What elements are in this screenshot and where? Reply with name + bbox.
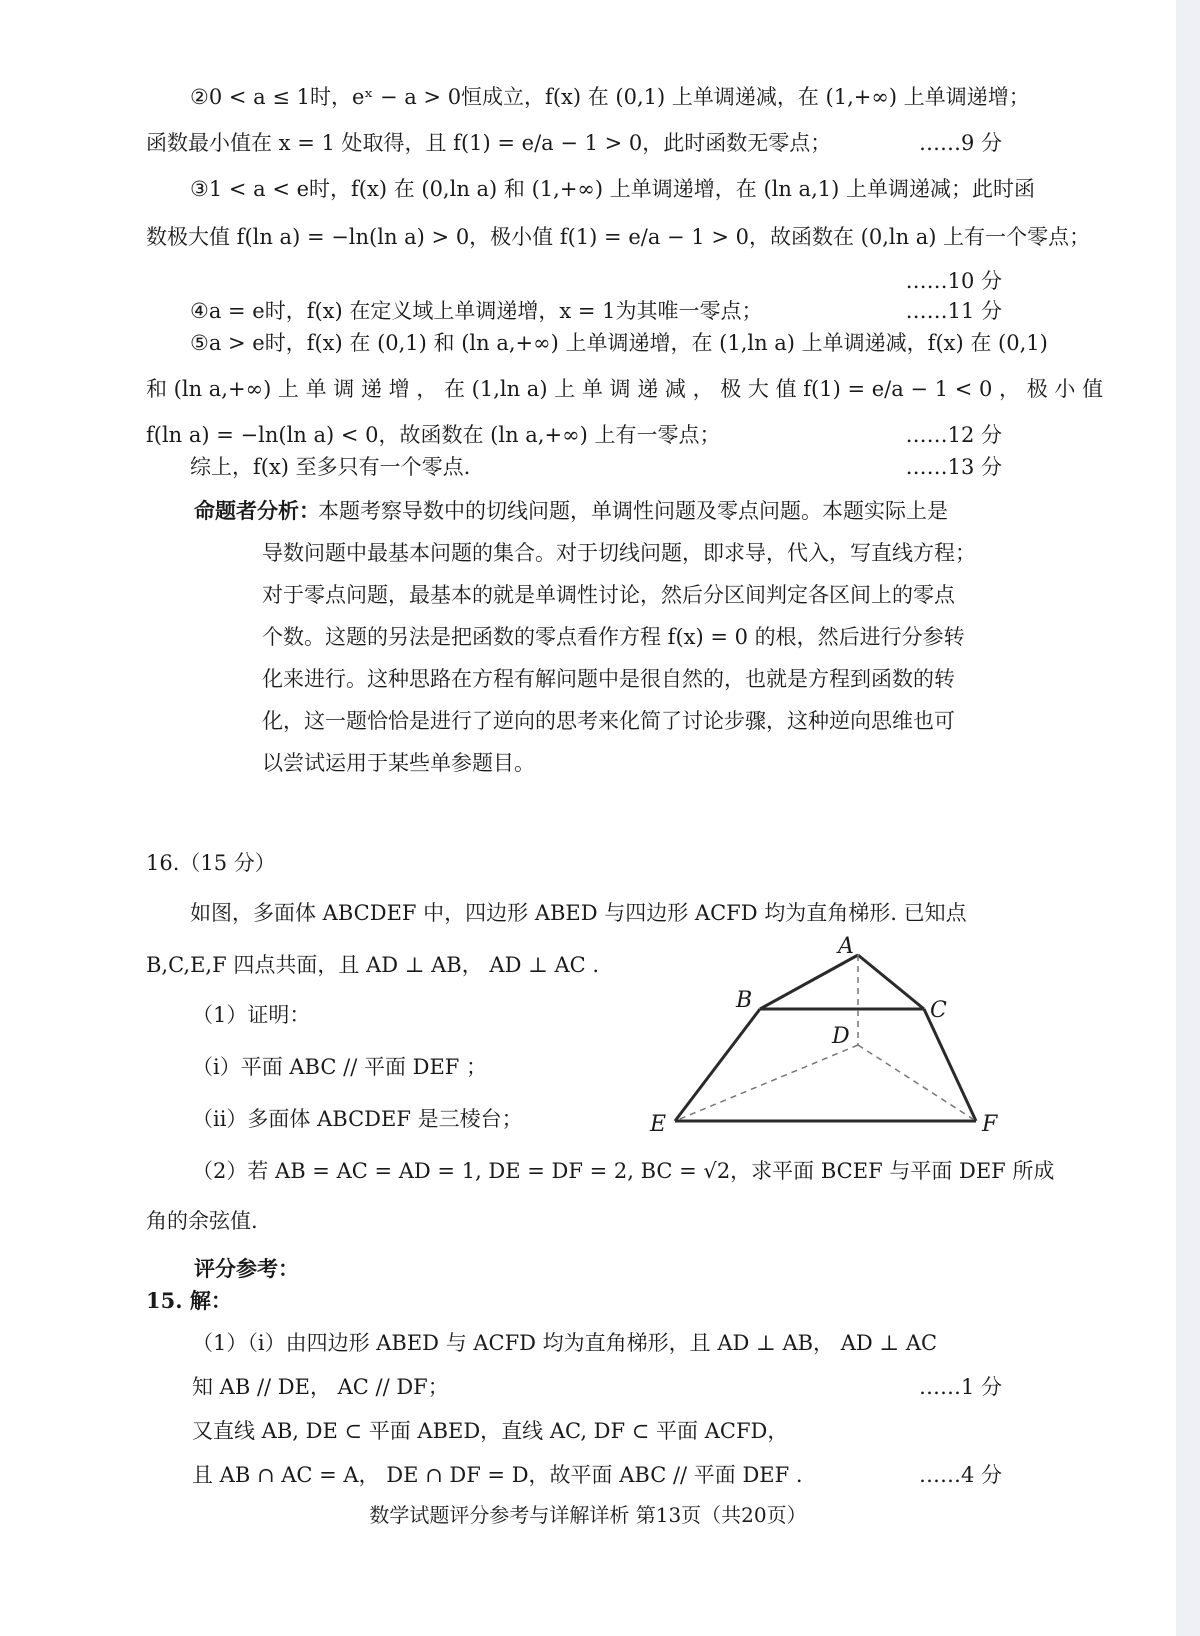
problem16-part1-ii: （ii）多面体 ABCDEF 是三棱台； bbox=[192, 1107, 523, 1131]
scoring-line4: 且 AB ∩ AC = A， DE ∩ DF = D，故平面 ABC // 平面 DEF . bbox=[192, 1463, 803, 1487]
score-4: ……4 分 bbox=[918, 1463, 1002, 1487]
edge-CF bbox=[924, 1009, 976, 1121]
analysis-line1: 本题考察导数中的切线问题，单调性问题及零点问题。本题实际上是 bbox=[318, 499, 948, 523]
analysis-line2: 导数问题中最基本问题的集合。对于切线问题，即求导，代入，写直线方程； bbox=[262, 541, 976, 565]
edge-AC bbox=[858, 955, 924, 1009]
case4-line: ④a = e时，f(x) 在定义域上单调递增，x = 1为其唯一零点； bbox=[190, 299, 763, 323]
scoring-line1: （1）（i）由四边形 ABED 与 ACFD 均为直角梯形，且 AD ⊥ AB， AD ⊥ AC bbox=[192, 1331, 938, 1355]
scoring-line2: 知 AB // DE， AC // DF； bbox=[192, 1375, 449, 1399]
problem16-part1-i: （i）平面 ABC // 平面 DEF ； bbox=[192, 1055, 488, 1079]
problem16-header: 16.（15 分） bbox=[146, 851, 276, 875]
summary-line: 综上，f(x) 至多只有一个零点. bbox=[190, 455, 471, 479]
problem16-stmt1: 如图，多面体 ABCDEF 中，四边形 ABED 与四边形 ACFD 均为直角梯形. 已知点 bbox=[190, 901, 967, 925]
edge-BE bbox=[675, 1009, 760, 1121]
page-footer: 数学试题评分参考与详解详析 第13页（共20页） bbox=[369, 1503, 807, 1527]
case5-line3: f(ln a) = −ln(ln a) < 0，故函数在 (ln a,+∞) 上有一零点； bbox=[146, 423, 721, 447]
scoring-label: 评分参考： bbox=[194, 1256, 299, 1281]
case3-line1: ③1 < a < e时，f(x) 在 (0,ln a) 和 (1,+∞) 上单调递增，在 (ln a,1) 上单调递减；此时函 bbox=[190, 177, 1035, 201]
vertex-label-A: A bbox=[838, 934, 854, 959]
case3-line2: 数极大值 f(ln a) = −ln(ln a) > 0，极小值 f(1) = e/a − 1 > 0，故函数在 (0,ln a) 上有一个零点； bbox=[146, 225, 1091, 249]
score-9: ……9 分 bbox=[918, 131, 1002, 155]
vertex-label-C: C bbox=[930, 998, 947, 1023]
analysis-line7: 以尝试运用于某些单参题目。 bbox=[262, 751, 535, 775]
analysis-line4: 个数。这题的另法是把函数的零点看作方程 f(x) = 0 的根，然后进行分参转 bbox=[262, 625, 965, 649]
edge-AB bbox=[760, 955, 858, 1009]
case5-line2: 和 (ln a,+∞) 上 单 调 递 增 ， 在 (1,ln a) 上 单 调 递 减 ， 极 大 值 f(1) = e/a − 1 < 0 ， 极 小 值 bbox=[146, 377, 1104, 401]
vertex-label-F: F bbox=[982, 1112, 998, 1137]
score-13: ……13 分 bbox=[905, 455, 1002, 479]
problem16-part2-line1: （2）若 AB = AC = AD = 1, DE = DF = 2, BC = √2，求平面 BCEF 与平面 DEF 所成 bbox=[192, 1159, 1055, 1183]
vertex-label-D: D bbox=[832, 1024, 850, 1049]
analysis-line5: 化来进行。这种思路在方程有解问题中是很自然的，也就是方程到函数的转 bbox=[262, 667, 955, 691]
problem16-stmt2: B,C,E,F 四点共面，且 AD ⊥ AB， AD ⊥ AC . bbox=[146, 953, 600, 977]
score-12: ……12 分 bbox=[905, 423, 1002, 447]
problem16-part2-line2: 角的余弦值. bbox=[146, 1209, 258, 1233]
analysis-label: 命题者分析： bbox=[194, 498, 320, 523]
scoring-line3: 又直线 AB, DE ⊂ 平面 ABED，直线 AC, DF ⊂ 平面 ACFD， bbox=[192, 1419, 789, 1443]
case2-line1: ②0 < a ≤ 1时，eˣ − a > 0恒成立，f(x) 在 (0,1) 上单调递减，在 (1,+∞) 上单调递增； bbox=[190, 85, 1030, 109]
page-edge bbox=[1176, 0, 1200, 1636]
case2-line2: 函数最小值在 x = 1 处取得，且 f(1) = e/a − 1 > 0，此时函数无零点； bbox=[146, 131, 832, 155]
case5-line1: ⑤a > e时，f(x) 在 (0,1) 和 (ln a,+∞) 上单调递增，在 (1,ln a) 上单调递减，f(x) 在 (0,1) bbox=[190, 331, 1048, 355]
vertex-label-B: B bbox=[736, 988, 753, 1013]
score-11: ……11 分 bbox=[905, 299, 1002, 323]
polyhedron-figure bbox=[640, 925, 1020, 1145]
problem16-part1: （1）证明： bbox=[192, 1003, 311, 1027]
analysis-line3: 对于零点问题，最基本的就是单调性讨论，然后分区间判定各区间上的零点 bbox=[262, 583, 955, 607]
score-1: ……1 分 bbox=[918, 1375, 1002, 1399]
analysis-line6: 化，这一题恰恰是进行了逆向的思考来化简了讨论步骤，这种逆向思维也可 bbox=[262, 709, 955, 733]
vertex-label-E: E bbox=[650, 1112, 667, 1137]
score-10: ……10 分 bbox=[905, 269, 1002, 293]
solution-header: 15. 解： bbox=[146, 1288, 232, 1313]
